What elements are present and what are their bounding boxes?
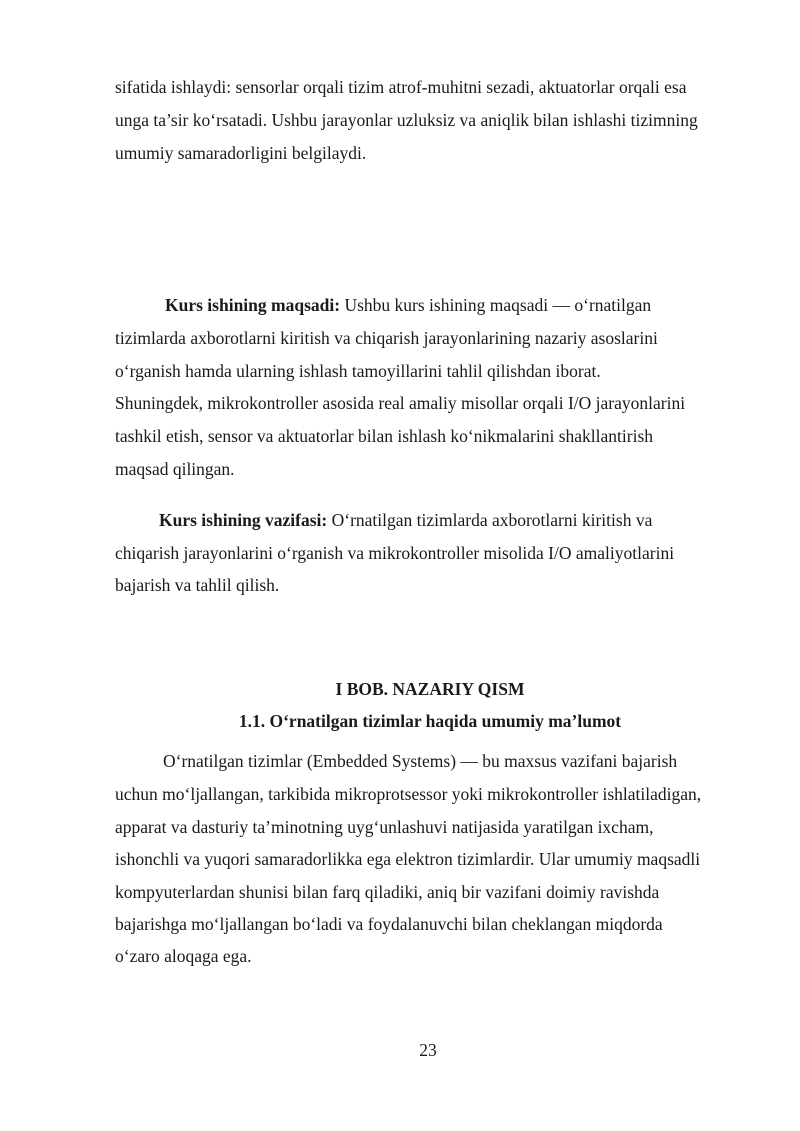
section-line-7: o‘zaro aloqaga ega. xyxy=(115,946,252,966)
goal-line-6: maqsad qilingan. xyxy=(115,459,235,479)
task-line-3: bajarish va tahlil qilish. xyxy=(115,575,280,595)
section-line-3: apparat va dasturiy ta’minotning uyg‘unlashuvi natijasida yaratilgan ixcham, xyxy=(115,817,654,837)
section-line-6: bajarishga mo‘ljallangan bo‘ladi va foydalanuvchi bilan cheklangan miqdorda xyxy=(115,914,663,934)
goal-line-2: tizimlarda axborotlarni kiritish va chiqarish jarayonlarining nazariy asoslarini xyxy=(115,328,658,348)
section-title: 1.1. O‘rnatilgan tizimlar haqida umumiy ma’lumot xyxy=(238,711,622,731)
intro-line-2: unga ta’sir ko‘rsatadi. Ushbu jarayonlar uzluksiz va aniqlik bilan ishlashi tizimning xyxy=(115,110,698,130)
task-label: Kurs ishining vazifasi: xyxy=(159,510,328,530)
task-first-line xyxy=(159,512,652,530)
section-line-5: kompyuterlardan shunisi bilan farq qiladiki, aniq bir vazifani doimiy ravishda xyxy=(115,882,660,902)
goal-first-line-text: Ushbu kurs ishining maqsadi — o‘rnatilgan xyxy=(340,295,652,315)
task-first-line-text: O‘rnatilgan tizimlarda axborotlarni kiritish va xyxy=(327,510,653,530)
section-line-2: uchun mo‘ljallangan, tarkibida mikroprotsessor yoki mikrokontroller ishlatiladigan, xyxy=(115,784,702,804)
goal-label: Kurs ishining maqsadi: xyxy=(165,295,341,315)
section-line-4: ishonchli va yuqori samaradorlikka ega elektron tizimlardir. Ular umumiy maqsadli xyxy=(115,849,701,869)
goal-first-line xyxy=(165,297,651,315)
goal-line-3: o‘rganish hamda ularning ishlash tamoyillarini tahlil qilishdan iborat. xyxy=(115,361,601,381)
section-line-1: O‘rnatilgan tizimlar (Embedded Systems) — bu maxsus vazifani bajarish xyxy=(163,751,678,771)
goal-line-4: Shuningdek, mikrokontroller asosida real amaliy misollar orqali I/O jarayonlarini xyxy=(115,393,686,413)
page-number: 23 xyxy=(419,1040,437,1060)
intro-line-1: sifatida ishlaydi: sensorlar orqali tizim atrof-muhitni sezadi, aktuatorlar orqali esa xyxy=(115,77,687,97)
goal-line-5: tashkil etish, sensor va aktuatorlar bilan ishlash ko‘nikmalarini shakllantirish xyxy=(115,426,654,446)
intro-line-3: umumiy samaradorligini belgilaydi. xyxy=(115,143,367,163)
chapter-title: I BOB. NAZARIY QISM xyxy=(335,679,525,699)
task-line-2: chiqarish jarayonlarini o‘rganish va mikrokontroller misolida I/O amaliyotlarini xyxy=(115,543,675,563)
